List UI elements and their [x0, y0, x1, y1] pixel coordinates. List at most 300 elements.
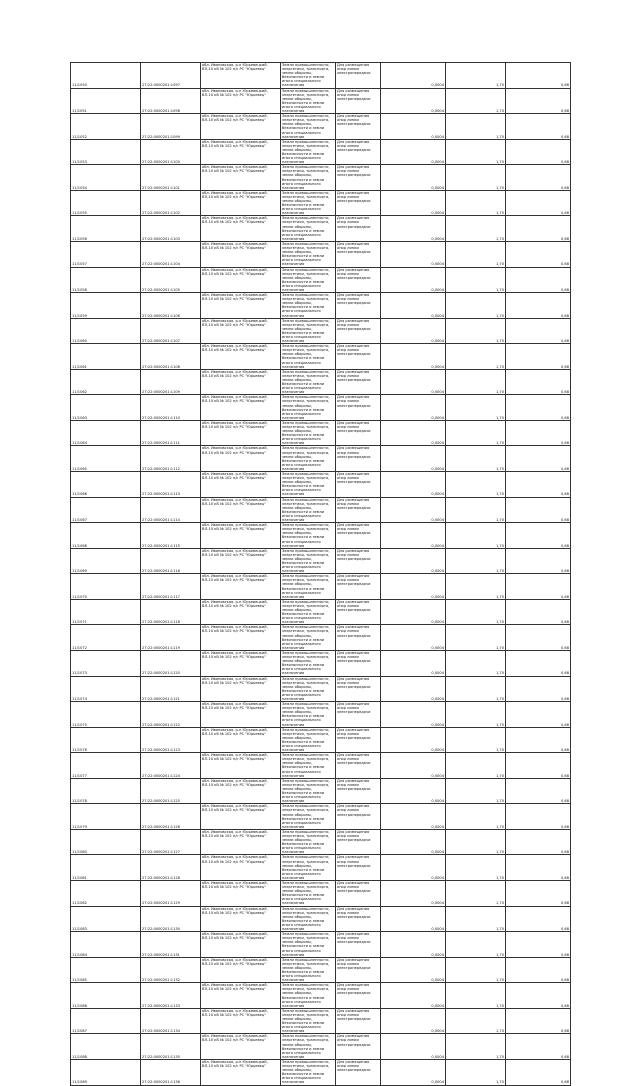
cadastral-number-cell: 27:22:0000201:1117	[141, 574, 201, 600]
table-row	[71, 139, 571, 165]
permitted-use-cell: Для размещения опор линии электропередачи	[336, 804, 381, 830]
address-cell: обл. Ивановская, р-н Юрьевецкий, ВЛ-10 кВ № 102 п/с РС "Юрьевец"	[201, 1034, 281, 1060]
area-cell: 0,0004	[381, 344, 446, 370]
permitted-use-cell: Для размещения опор линии электропередачи	[336, 139, 381, 165]
cadastral-number-cell: 27:22:0000201:1100	[141, 139, 201, 165]
cadastral-number-cell: 27:22:0000201:1131	[141, 932, 201, 958]
permitted-use-cell: Для размещения опор линии электропередачи	[336, 625, 381, 651]
row-number-cell: 11/1065	[71, 446, 141, 472]
address-cell: обл. Ивановская, р-н Юрьевецкий, ВЛ-10 кВ № 102 п/с РС "Юрьевец"	[201, 881, 281, 907]
row-number-cell: 11/1054	[71, 165, 141, 191]
area-cell: 0,0004	[381, 114, 446, 140]
land-category-cell: Земли промышленности, энергетики, транспорта, земли обороны, безопасности и земли иного специального назначения	[281, 625, 336, 651]
address-cell: обл. Ивановская, р-н Юрьевецкий, ВЛ-10 кВ № 102 п/с РС "Юрьевец"	[201, 1008, 281, 1034]
land-category-cell: Земли промышленности, энергетики, транспорта, земли обороны, безопасности и земли иного специального назначения	[281, 88, 336, 114]
table-row	[71, 88, 571, 114]
address-cell: обл. Ивановская, р-н Юрьевецкий, ВЛ-10 кВ № 102 п/с РС "Юрьевец"	[201, 395, 281, 421]
permitted-use-cell: Для размещения опор линии электропередачи	[336, 165, 381, 191]
row-number-cell: 11/1087	[71, 1008, 141, 1034]
table-row	[71, 932, 571, 958]
land-category-cell: Земли промышленности, энергетики, транспорта, земли обороны, безопасности и земли иного специального назначения	[281, 1008, 336, 1034]
area-cell: 0,0004	[381, 804, 446, 830]
row-number-cell: 11/1072	[71, 625, 141, 651]
rate-cell: 1,70	[446, 472, 506, 498]
row-number-cell: 11/1057	[71, 241, 141, 267]
land-category-cell: Земли промышленности, энергетики, транспорта, земли обороны, безопасности и земли иного специального назначения	[281, 676, 336, 702]
value-cell: 0,68	[506, 139, 571, 165]
row-number-cell: 11/1069	[71, 548, 141, 574]
land-category-cell: Земли промышленности, энергетики, транспорта, земли обороны, безопасности и земли иного специального назначения	[281, 574, 336, 600]
table-row	[71, 727, 571, 753]
cadastral-number-cell: 27:22:0000201:1102	[141, 190, 201, 216]
value-cell: 0,68	[506, 574, 571, 600]
value-cell: 0,68	[506, 548, 571, 574]
cadastral-number-cell: 27:22:0000201:1097	[141, 63, 201, 89]
value-cell: 0,68	[506, 753, 571, 779]
land-plots-table	[70, 62, 571, 1086]
rate-cell: 1,70	[446, 165, 506, 191]
permitted-use-cell: Для размещения опор линии электропередачи	[336, 497, 381, 523]
table-row	[71, 983, 571, 1009]
area-cell: 0,0004	[381, 293, 446, 319]
land-category-cell: Земли промышленности, энергетики, транспорта, земли обороны, безопасности и земли иного специального назначения	[281, 957, 336, 983]
land-category-cell: Земли промышленности, энергетики, транспорта, земли обороны, безопасности и земли иного специального назначения	[281, 881, 336, 907]
area-cell: 0,0004	[381, 420, 446, 446]
cadastral-number-cell: 27:22:0000201:1098	[141, 88, 201, 114]
value-cell: 0,68	[506, 497, 571, 523]
value-cell: 0,68	[506, 625, 571, 651]
permitted-use-cell: Для размещения опор линии электропередачи	[336, 778, 381, 804]
land-category-cell: Земли промышленности, энергетики, транспорта, земли обороны, безопасности и земли иного специального назначения	[281, 472, 336, 498]
rate-cell: 1,70	[446, 114, 506, 140]
row-number-cell: 11/1077	[71, 753, 141, 779]
address-cell: обл. Ивановская, р-н Юрьевецкий, ВЛ-10 кВ № 102 п/с РС "Юрьевец"	[201, 446, 281, 472]
value-cell: 0,68	[506, 957, 571, 983]
land-category-cell: Земли промышленности, энергетики, транспорта, земли обороны, безопасности и земли иного специального назначения	[281, 906, 336, 932]
rate-cell: 1,70	[446, 855, 506, 881]
address-cell: обл. Ивановская, р-н Юрьевецкий, ВЛ-10 кВ № 102 п/с РС "Юрьевец"	[201, 625, 281, 651]
area-cell: 0,0004	[381, 497, 446, 523]
cadastral-number-cell: 27:22:0000201:1107	[141, 318, 201, 344]
address-cell: обл. Ивановская, р-н Юрьевецкий, ВЛ-10 кВ № 102 п/с РС "Юрьевец"	[201, 369, 281, 395]
area-cell: 0,0004	[381, 829, 446, 855]
land-plots-table-sheet	[70, 62, 570, 1086]
cadastral-number-cell: 27:22:0000201:1133	[141, 983, 201, 1009]
table-row	[71, 165, 571, 191]
area-cell: 0,0004	[381, 625, 446, 651]
row-number-cell: 11/1082	[71, 881, 141, 907]
rate-cell: 1,70	[446, 190, 506, 216]
value-cell: 0,68	[506, 241, 571, 267]
land-category-cell: Земли промышленности, энергетики, транспорта, земли обороны, безопасности и земли иного специального назначения	[281, 369, 336, 395]
permitted-use-cell: Для размещения опор линии электропередачи	[336, 727, 381, 753]
permitted-use-cell: Для размещения опор линии электропередачи	[336, 574, 381, 600]
area-cell: 0,0004	[381, 548, 446, 574]
area-cell: 0,0004	[381, 906, 446, 932]
area-cell: 0,0004	[381, 472, 446, 498]
table-row	[71, 267, 571, 293]
value-cell: 0,68	[506, 190, 571, 216]
rate-cell: 1,70	[446, 369, 506, 395]
value-cell: 0,68	[506, 932, 571, 958]
cadastral-number-cell: 27:22:0000201:1101	[141, 165, 201, 191]
permitted-use-cell: Для размещения опор линии электропередачи	[336, 88, 381, 114]
land-category-cell: Земли промышленности, энергетики, транспорта, земли обороны, безопасности и земли иного специального назначения	[281, 829, 336, 855]
value-cell: 0,68	[506, 676, 571, 702]
address-cell: обл. Ивановская, р-н Юрьевецкий, ВЛ-10 кВ № 102 п/с РС "Юрьевец"	[201, 344, 281, 370]
permitted-use-cell: Для размещения опор линии электропередачи	[336, 957, 381, 983]
permitted-use-cell: Для размещения опор линии электропередачи	[336, 1059, 381, 1085]
value-cell: 0,68	[506, 395, 571, 421]
area-cell: 0,0004	[381, 216, 446, 242]
address-cell: обл. Ивановская, р-н Юрьевецкий, ВЛ-10 кВ № 102 п/с РС "Юрьевец"	[201, 267, 281, 293]
table-row	[71, 676, 571, 702]
rate-cell: 1,70	[446, 625, 506, 651]
permitted-use-cell: Для размещения опор линии электропередачи	[336, 420, 381, 446]
value-cell: 0,68	[506, 318, 571, 344]
value-cell: 0,68	[506, 906, 571, 932]
table-row	[71, 241, 571, 267]
area-cell: 0,0004	[381, 523, 446, 549]
table-row	[71, 650, 571, 676]
permitted-use-cell: Для размещения опор линии электропередачи	[336, 881, 381, 907]
area-cell: 0,0004	[381, 855, 446, 881]
permitted-use-cell: Для размещения опор линии электропередачи	[336, 293, 381, 319]
area-cell: 0,0004	[381, 932, 446, 958]
table-row	[71, 497, 571, 523]
table-row	[71, 395, 571, 421]
cadastral-number-cell: 27:22:0000201:1127	[141, 829, 201, 855]
table-row	[71, 190, 571, 216]
row-number-cell: 11/1053	[71, 139, 141, 165]
permitted-use-cell: Для размещения опор линии электропередачи	[336, 599, 381, 625]
table-row	[71, 1059, 571, 1085]
rate-cell: 1,70	[446, 446, 506, 472]
area-cell: 0,0004	[381, 1008, 446, 1034]
table-row	[71, 778, 571, 804]
rate-cell: 1,70	[446, 574, 506, 600]
permitted-use-cell: Для размещения опор линии электропередачи	[336, 318, 381, 344]
area-cell: 0,0004	[381, 599, 446, 625]
table-row	[71, 1008, 571, 1034]
land-category-cell: Земли промышленности, энергетики, транспорта, земли обороны, безопасности и земли иного специального назначения	[281, 318, 336, 344]
cadastral-number-cell: 27:22:0000201:1108	[141, 344, 201, 370]
cadastral-number-cell: 27:22:0000201:1135	[141, 1034, 201, 1060]
land-category-cell: Земли промышленности, энергетики, транспорта, земли обороны, безопасности и земли иного специального назначения	[281, 63, 336, 89]
row-number-cell: 11/1050	[71, 63, 141, 89]
cadastral-number-cell: 27:22:0000201:1105	[141, 267, 201, 293]
cadastral-number-cell: 27:22:0000201:1104	[141, 241, 201, 267]
land-category-cell: Земли промышленности, энергетики, транспорта, земли обороны, безопасности и земли иного специального назначения	[281, 344, 336, 370]
permitted-use-cell: Для размещения опор линии электропередачи	[336, 676, 381, 702]
permitted-use-cell: Для размещения опор линии электропередачи	[336, 1034, 381, 1060]
address-cell: обл. Ивановская, р-н Юрьевецкий, ВЛ-10 кВ № 102 п/с РС "Юрьевец"	[201, 906, 281, 932]
row-number-cell: 11/1073	[71, 650, 141, 676]
value-cell: 0,68	[506, 599, 571, 625]
address-cell: обл. Ивановская, р-н Юрьевецкий, ВЛ-10 кВ № 102 п/с РС "Юрьевец"	[201, 957, 281, 983]
land-category-cell: Земли промышленности, энергетики, транспорта, земли обороны, безопасности и земли иного специального назначения	[281, 702, 336, 728]
land-category-cell: Земли промышленности, энергетики, транспорта, земли обороны, безопасности и земли иного специального назначения	[281, 497, 336, 523]
value-cell: 0,68	[506, 829, 571, 855]
row-number-cell: 11/1055	[71, 190, 141, 216]
row-number-cell: 11/1066	[71, 472, 141, 498]
area-cell: 0,0004	[381, 983, 446, 1009]
value-cell: 0,68	[506, 344, 571, 370]
table-row	[71, 293, 571, 319]
table-row	[71, 804, 571, 830]
cadastral-number-cell: 27:22:0000201:1120	[141, 650, 201, 676]
value-cell: 0,68	[506, 855, 571, 881]
permitted-use-cell: Для размещения опор линии электропередачи	[336, 267, 381, 293]
area-cell: 0,0004	[381, 241, 446, 267]
value-cell: 0,68	[506, 165, 571, 191]
cadastral-number-cell: 27:22:0000201:1130	[141, 906, 201, 932]
rate-cell: 1,70	[446, 497, 506, 523]
row-number-cell: 11/1070	[71, 574, 141, 600]
value-cell: 0,68	[506, 369, 571, 395]
row-number-cell: 11/1086	[71, 983, 141, 1009]
area-cell: 0,0004	[381, 63, 446, 89]
table-row	[71, 344, 571, 370]
rate-cell: 1,70	[446, 395, 506, 421]
land-category-cell: Земли промышленности, энергетики, транспорта, земли обороны, безопасности и земли иного специального назначения	[281, 1059, 336, 1085]
land-category-cell: Земли промышленности, энергетики, транспорта, земли обороны, безопасности и земли иного специального назначения	[281, 165, 336, 191]
table-row	[71, 216, 571, 242]
row-number-cell: 11/1075	[71, 702, 141, 728]
area-cell: 0,0004	[381, 1034, 446, 1060]
value-cell: 0,68	[506, 1008, 571, 1034]
rate-cell: 1,70	[446, 957, 506, 983]
area-cell: 0,0004	[381, 676, 446, 702]
table-row	[71, 318, 571, 344]
row-number-cell: 11/1085	[71, 957, 141, 983]
row-number-cell: 11/1084	[71, 932, 141, 958]
cadastral-number-cell: 27:22:0000201:1126	[141, 804, 201, 830]
land-category-cell: Земли промышленности, энергетики, транспорта, земли обороны, безопасности и земли иного специального назначения	[281, 395, 336, 421]
cadastral-number-cell: 27:22:0000201:1106	[141, 293, 201, 319]
table-body	[71, 63, 571, 1086]
rate-cell: 1,70	[446, 727, 506, 753]
value-cell: 0,68	[506, 114, 571, 140]
row-number-cell: 11/1079	[71, 804, 141, 830]
row-number-cell: 11/1059	[71, 293, 141, 319]
land-category-cell: Земли промышленности, энергетики, транспорта, земли обороны, безопасности и земли иного специального назначения	[281, 599, 336, 625]
row-number-cell: 11/1078	[71, 778, 141, 804]
permitted-use-cell: Для размещения опор линии электропередачи	[336, 932, 381, 958]
address-cell: обл. Ивановская, р-н Юрьевецкий, ВЛ-10 кВ № 102 п/с РС "Юрьевец"	[201, 548, 281, 574]
rate-cell: 1,70	[446, 778, 506, 804]
land-category-cell: Земли промышленности, энергетики, транспорта, земли обороны, безопасности и земли иного специального назначения	[281, 114, 336, 140]
area-cell: 0,0004	[381, 650, 446, 676]
rate-cell: 1,70	[446, 88, 506, 114]
land-category-cell: Земли промышленности, энергетики, транспорта, земли обороны, безопасности и земли иного специального назначения	[281, 548, 336, 574]
value-cell: 0,68	[506, 472, 571, 498]
rate-cell: 1,70	[446, 676, 506, 702]
address-cell: обл. Ивановская, р-н Юрьевецкий, ВЛ-10 кВ № 102 п/с РС "Юрьевец"	[201, 574, 281, 600]
address-cell: обл. Ивановская, р-н Юрьевецкий, ВЛ-10 кВ № 102 п/с РС "Юрьевец"	[201, 472, 281, 498]
row-number-cell: 11/1061	[71, 344, 141, 370]
value-cell: 0,68	[506, 216, 571, 242]
address-cell: обл. Ивановская, р-н Юрьевецкий, ВЛ-10 кВ № 102 п/с РС "Юрьевец"	[201, 190, 281, 216]
cadastral-number-cell: 27:22:0000201:1113	[141, 472, 201, 498]
land-category-cell: Земли промышленности, энергетики, транспорта, земли обороны, безопасности и земли иного специального назначения	[281, 267, 336, 293]
rate-cell: 1,70	[446, 139, 506, 165]
permitted-use-cell: Для размещения опор линии электропередачи	[336, 446, 381, 472]
land-category-cell: Земли промышленности, энергетики, транспорта, земли обороны, безопасности и земли иного специального назначения	[281, 420, 336, 446]
address-cell: обл. Ивановская, р-н Юрьевецкий, ВЛ-10 кВ № 102 п/с РС "Юрьевец"	[201, 650, 281, 676]
rate-cell: 1,70	[446, 420, 506, 446]
address-cell: обл. Ивановская, р-н Юрьевецкий, ВЛ-10 кВ № 102 п/с РС "Юрьевец"	[201, 983, 281, 1009]
value-cell: 0,68	[506, 88, 571, 114]
permitted-use-cell: Для размещения опор линии электропередачи	[336, 114, 381, 140]
row-number-cell: 11/1089	[71, 1059, 141, 1085]
rate-cell: 1,70	[446, 318, 506, 344]
address-cell: обл. Ивановская, р-н Юрьевецкий, ВЛ-10 кВ № 102 п/с РС "Юрьевец"	[201, 139, 281, 165]
rate-cell: 1,70	[446, 63, 506, 89]
cadastral-number-cell: 27:22:0000201:1112	[141, 446, 201, 472]
rate-cell: 1,70	[446, 1059, 506, 1085]
table-row	[71, 753, 571, 779]
row-number-cell: 11/1080	[71, 829, 141, 855]
value-cell: 0,68	[506, 63, 571, 89]
permitted-use-cell: Для размещения опор линии электропередачи	[336, 369, 381, 395]
rate-cell: 1,70	[446, 1008, 506, 1034]
value-cell: 0,68	[506, 983, 571, 1009]
area-cell: 0,0004	[381, 957, 446, 983]
value-cell: 0,68	[506, 293, 571, 319]
permitted-use-cell: Для размещения опор линии электропередачи	[336, 1008, 381, 1034]
land-category-cell: Земли промышленности, энергетики, транспорта, земли обороны, безопасности и земли иного специального назначения	[281, 932, 336, 958]
cadastral-number-cell: 27:22:0000201:1128	[141, 855, 201, 881]
address-cell: обл. Ивановская, р-н Юрьевецкий, ВЛ-10 кВ № 102 п/с РС "Юрьевец"	[201, 599, 281, 625]
cadastral-number-cell: 27:22:0000201:1118	[141, 599, 201, 625]
table-row	[71, 906, 571, 932]
table-row	[71, 446, 571, 472]
table-row	[71, 420, 571, 446]
row-number-cell: 11/1081	[71, 855, 141, 881]
table-row	[71, 957, 571, 983]
value-cell: 0,68	[506, 267, 571, 293]
address-cell: обл. Ивановская, р-н Юрьевецкий, ВЛ-10 кВ № 102 п/с РС "Юрьевец"	[201, 420, 281, 446]
table-row	[71, 855, 571, 881]
address-cell: обл. Ивановская, р-н Юрьевецкий, ВЛ-10 кВ № 102 п/с РС "Юрьевец"	[201, 855, 281, 881]
rate-cell: 1,70	[446, 881, 506, 907]
permitted-use-cell: Для размещения опор линии электропередачи	[336, 650, 381, 676]
address-cell: обл. Ивановская, р-н Юрьевецкий, ВЛ-10 кВ № 102 п/с РС "Юрьевец"	[201, 88, 281, 114]
value-cell: 0,68	[506, 650, 571, 676]
land-category-cell: Земли промышленности, энергетики, транспорта, земли обороны, безопасности и земли иного специального назначения	[281, 727, 336, 753]
table-row	[71, 548, 571, 574]
address-cell: обл. Ивановская, р-н Юрьевецкий, ВЛ-10 кВ № 102 п/с РС "Юрьевец"	[201, 165, 281, 191]
cadastral-number-cell: 27:22:0000201:1129	[141, 881, 201, 907]
address-cell: обл. Ивановская, р-н Юрьевецкий, ВЛ-10 кВ № 102 п/с РС "Юрьевец"	[201, 702, 281, 728]
address-cell: обл. Ивановская, р-н Юрьевецкий, ВЛ-10 кВ № 102 п/с РС "Юрьевец"	[201, 523, 281, 549]
land-category-cell: Земли промышленности, энергетики, транспорта, земли обороны, безопасности и земли иного специального назначения	[281, 753, 336, 779]
table-row	[71, 63, 571, 89]
address-cell: обл. Ивановская, р-н Юрьевецкий, ВЛ-10 кВ № 102 п/с РС "Юрьевец"	[201, 1059, 281, 1085]
area-cell: 0,0004	[381, 318, 446, 344]
permitted-use-cell: Для размещения опор линии электропередачи	[336, 472, 381, 498]
land-category-cell: Земли промышленности, энергетики, транспорта, земли обороны, безопасности и земли иного специального назначения	[281, 983, 336, 1009]
land-category-cell: Земли промышленности, энергетики, транспорта, земли обороны, безопасности и земли иного специального назначения	[281, 1034, 336, 1060]
rate-cell: 1,70	[446, 548, 506, 574]
rate-cell: 1,70	[446, 344, 506, 370]
row-number-cell: 11/1064	[71, 420, 141, 446]
rate-cell: 1,70	[446, 932, 506, 958]
land-category-cell: Земли промышленности, энергетики, транспорта, земли обороны, безопасности и земли иного специального назначения	[281, 523, 336, 549]
row-number-cell: 11/1060	[71, 318, 141, 344]
rate-cell: 1,70	[446, 702, 506, 728]
address-cell: обл. Ивановская, р-н Юрьевецкий, ВЛ-10 кВ № 102 п/с РС "Юрьевец"	[201, 727, 281, 753]
cadastral-number-cell: 27:22:0000201:1136	[141, 1059, 201, 1085]
table-row	[71, 523, 571, 549]
cadastral-number-cell: 27:22:0000201:1122	[141, 702, 201, 728]
address-cell: обл. Ивановская, р-н Юрьевецкий, ВЛ-10 кВ № 102 п/с РС "Юрьевец"	[201, 63, 281, 89]
row-number-cell: 11/1088	[71, 1034, 141, 1060]
cadastral-number-cell: 27:22:0000201:1114	[141, 497, 201, 523]
permitted-use-cell: Для размещения опор линии электропередачи	[336, 216, 381, 242]
row-number-cell: 11/1062	[71, 369, 141, 395]
rate-cell: 1,70	[446, 753, 506, 779]
permitted-use-cell: Для размещения опор линии электропередачи	[336, 855, 381, 881]
area-cell: 0,0004	[381, 88, 446, 114]
rate-cell: 1,70	[446, 241, 506, 267]
rate-cell: 1,70	[446, 293, 506, 319]
row-number-cell: 11/1074	[71, 676, 141, 702]
cadastral-number-cell: 27:22:0000201:1124	[141, 753, 201, 779]
permitted-use-cell: Для размещения опор линии электропередачи	[336, 344, 381, 370]
address-cell: обл. Ивановская, р-н Юрьевецкий, ВЛ-10 кВ № 102 п/с РС "Юрьевец"	[201, 318, 281, 344]
address-cell: обл. Ивановская, р-н Юрьевецкий, ВЛ-10 кВ № 102 п/с РС "Юрьевец"	[201, 216, 281, 242]
rate-cell: 1,70	[446, 267, 506, 293]
row-number-cell: 11/1076	[71, 727, 141, 753]
cadastral-number-cell: 27:22:0000201:1111	[141, 420, 201, 446]
permitted-use-cell: Для размещения опор линии электропередачи	[336, 702, 381, 728]
address-cell: обл. Ивановская, р-н Юрьевецкий, ВЛ-10 кВ № 102 п/с РС "Юрьевец"	[201, 241, 281, 267]
rate-cell: 1,70	[446, 599, 506, 625]
land-category-cell: Земли промышленности, энергетики, транспорта, земли обороны, безопасности и земли иного специального назначения	[281, 446, 336, 472]
area-cell: 0,0004	[381, 778, 446, 804]
table-row	[71, 369, 571, 395]
table-row	[71, 702, 571, 728]
permitted-use-cell: Для размещения опор линии электропередачи	[336, 63, 381, 89]
cadastral-number-cell: 27:22:0000201:1115	[141, 523, 201, 549]
permitted-use-cell: Для размещения опор линии электропередачи	[336, 753, 381, 779]
row-number-cell: 11/1071	[71, 599, 141, 625]
rate-cell: 1,70	[446, 1034, 506, 1060]
rate-cell: 1,70	[446, 523, 506, 549]
table-row	[71, 114, 571, 140]
area-cell: 0,0004	[381, 267, 446, 293]
cadastral-number-cell: 27:22:0000201:1103	[141, 216, 201, 242]
address-cell: обл. Ивановская, р-н Юрьевецкий, ВЛ-10 кВ № 102 п/с РС "Юрьевец"	[201, 753, 281, 779]
area-cell: 0,0004	[381, 753, 446, 779]
permitted-use-cell: Для размещения опор линии электропередачи	[336, 523, 381, 549]
rate-cell: 1,70	[446, 829, 506, 855]
value-cell: 0,68	[506, 1034, 571, 1060]
cadastral-number-cell: 27:22:0000201:1125	[141, 778, 201, 804]
row-number-cell: 11/1063	[71, 395, 141, 421]
value-cell: 0,68	[506, 1059, 571, 1085]
value-cell: 0,68	[506, 702, 571, 728]
row-number-cell: 11/1058	[71, 267, 141, 293]
cadastral-number-cell: 27:22:0000201:1119	[141, 625, 201, 651]
rate-cell: 1,70	[446, 804, 506, 830]
area-cell: 0,0004	[381, 395, 446, 421]
row-number-cell: 11/1067	[71, 497, 141, 523]
cadastral-number-cell: 27:22:0000201:1116	[141, 548, 201, 574]
table-row	[71, 881, 571, 907]
